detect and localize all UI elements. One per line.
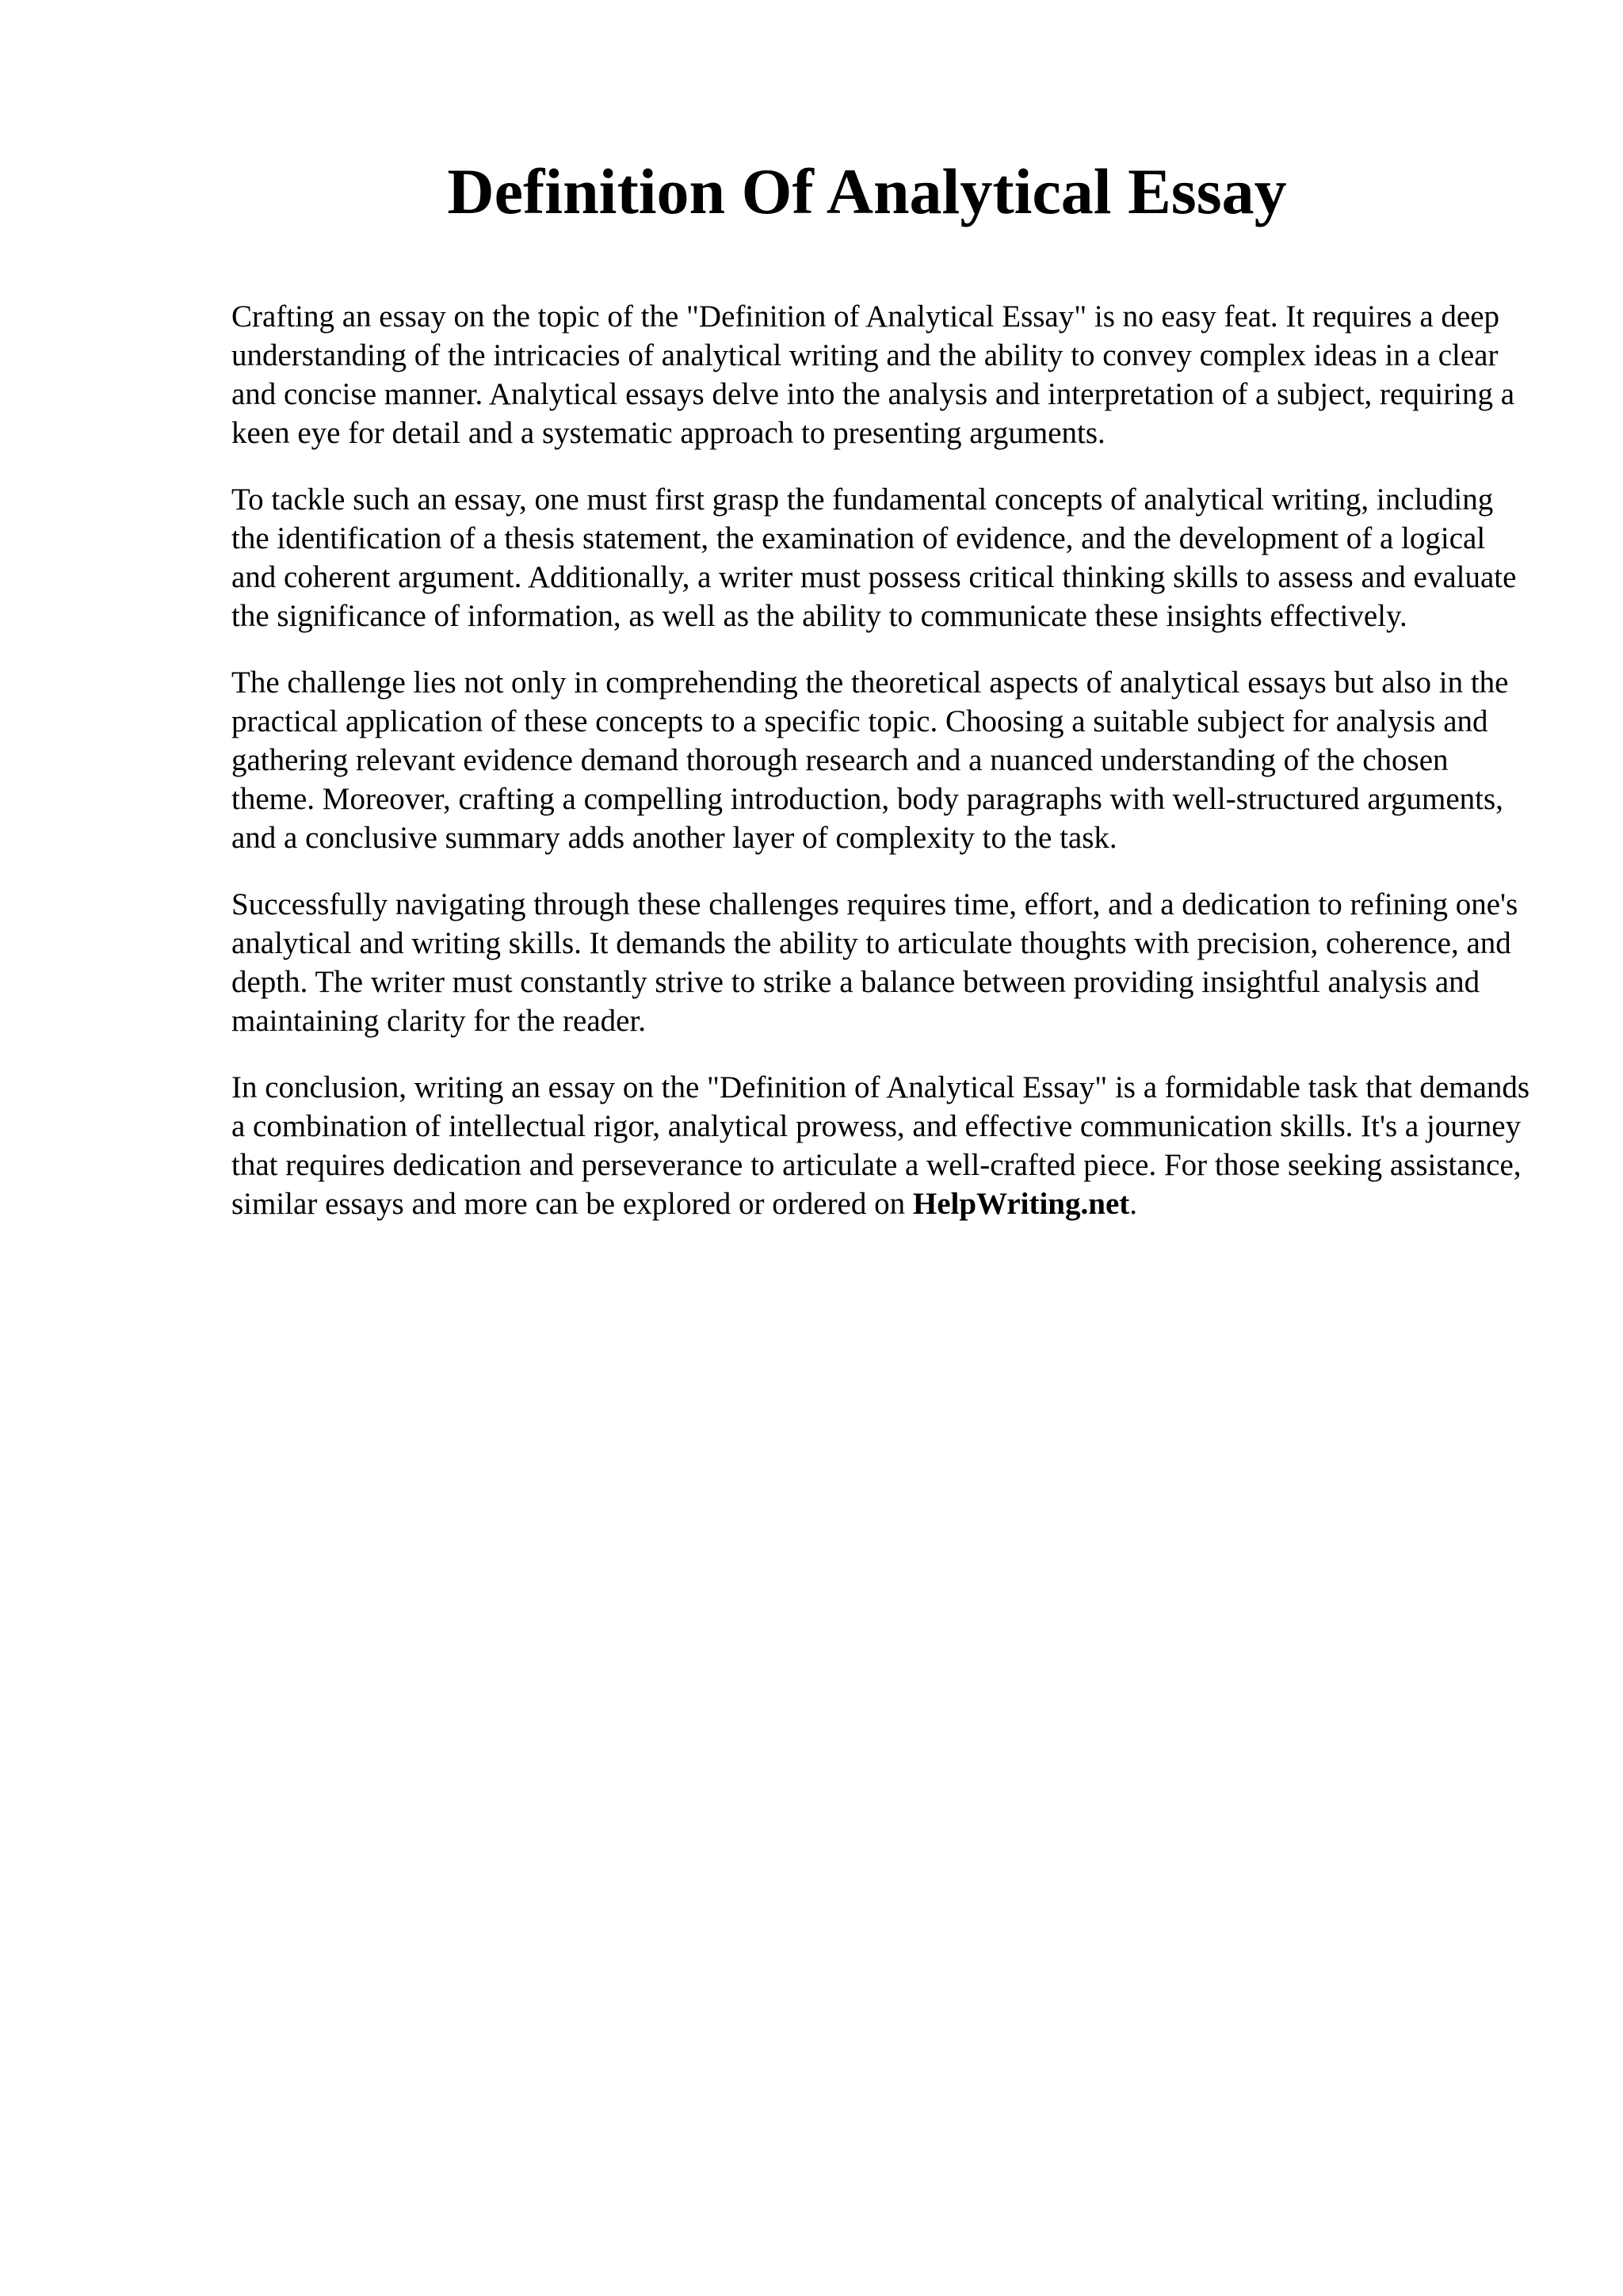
page-title: Definition Of Analytical Essay [447, 155, 1287, 227]
conclusion-text: In conclusion, writing an essay on the "Definition of Analytical Essay" is a formidable task that demands a combination of intellectual rigor, analytical prowess, and effective communication skills. It's a journey that requires dedication and perseverance to articulate a well-crafted piece. For those seeking assistance, similar essays and more can be explored or ordered on [231, 1070, 1530, 1221]
paragraph-1: Crafting an essay on the topic of the "Definition of Analytical Essay" is no easy feat. It requires a deep understanding of the intricacies of analytical writing and the ability to convey complex ideas in a clear and concise manner. Analytical essays delve into the analysis and interpretation of a subject, requiring a keen eye for detail and a systematic approach to presenting arguments. [231, 299, 1515, 450]
paragraph-3: The challenge lies not only in comprehending the theoretical aspects of analytical essays but also in the practical application of these concepts to a specific topic. Choosing a suitable subject for analysis and gathering relevant evidence demand thorough research and a nuanced understanding of the chosen theme. Moreover, crafting a compelling introduction, body paragraphs with well-structured arguments, and a conclusive summary adds another layer of complexity to the task. [231, 666, 1509, 855]
conclusion-end: . [1129, 1187, 1137, 1221]
document-body [231, 297, 1531, 1251]
brand-name: HelpWriting.net [912, 1187, 1130, 1221]
paragraph-2: To tackle such an essay, one must first grasp the fundamental concepts of analytical writing, including the identification of a thesis statement, the examination of evidence, and the development of a logical and coherent argument. Additionally, a writer must possess critical thinking skills to assess and evaluate the significance of information, as well as the ability to communicate these insights effectively. [231, 482, 1517, 633]
paragraph-conclusion [231, 1068, 1531, 1223]
paragraph-4: Successfully navigating through these challenges requires time, effort, and a dedication to refining one's analytical and writing skills. It demands the ability to articulate thoughts with precision, coherence, and depth. The writer must constantly strive to strike a balance between providing insightful analysis and maintaining clarity for the reader. [231, 887, 1518, 1038]
